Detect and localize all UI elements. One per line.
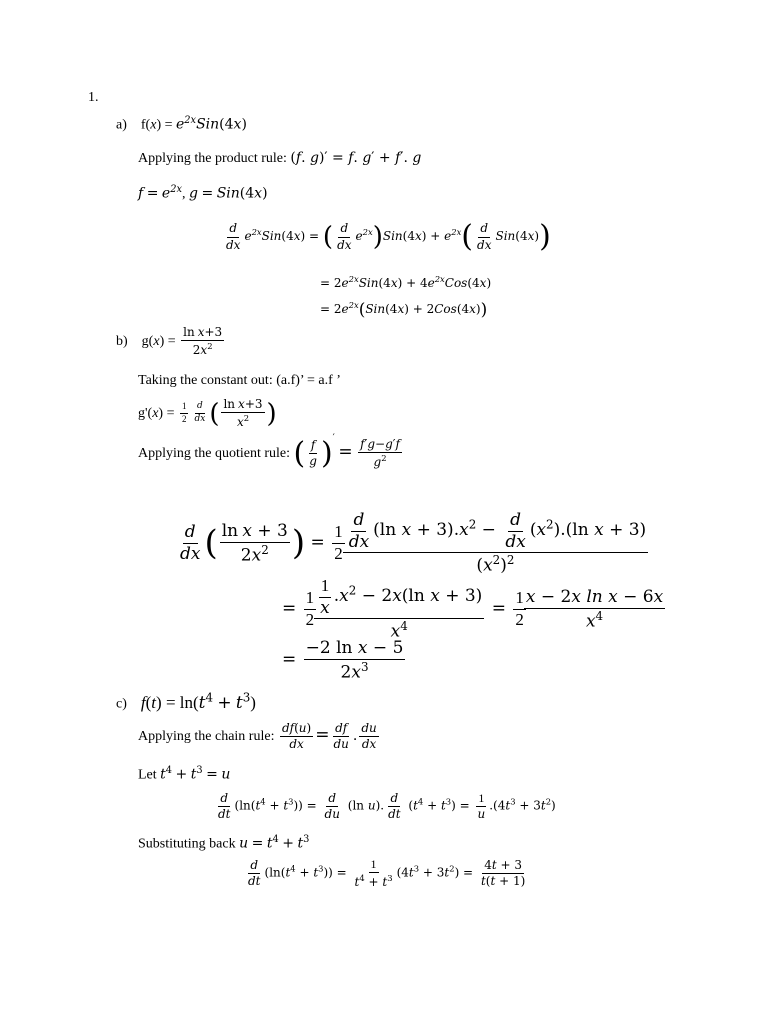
quotient-rule-text: Applying the quotient rule: ( $\frac{f}{g}$ )′ = $\frac{f'g-g'f}{g^2}$: [138, 433, 400, 471]
fg-assignment: $f = e^{2x}$, g = Sin(4x): [138, 184, 268, 202]
part-a-definition: a) $f(x) = e^{2x}Sin(4x)$: [116, 115, 247, 133]
product-rule-text: Applying the product rule: (f. g)′ = f. g′ + f′. g: [138, 150, 422, 166]
problem-number: 1.: [88, 90, 99, 105]
part-c-label: c): [116, 696, 127, 712]
part-c-chain-step: $\frac{d}{dt}$ $(\ln(t^4 + t^3))$ = $\frac{d}{du}$ (ln u). $\frac{d}{dt}$ $(t^4 + t^3)$ = $\frac{1}{u}$ $.(4t^3 + 3t^2)$: [218, 791, 556, 822]
part-b-label: b): [116, 333, 128, 349]
part-a-derivative-line: $\frac{d}{dx}$ $e^{2x}Sin(4x)$ = ( $\frac{d}{dx}$ $e^{2x})Sin(4x) + e^{2x}$( $\frac{d}{dx}$ Sin(4x)): [226, 219, 551, 254]
part-c-final-step: $\frac{d}{dt}$ $(\ln(t^4 + t^3))$ = $\frac{1}{t^4 + t^3}$ $(4t^3 + 3t^2)$ = $\frac{4t + 3}{t(t + 1)}$: [248, 857, 526, 890]
let-substitution: Let $t^4 + t^3 = u$: [138, 765, 231, 783]
part-c-definition: c) $f(t) = \ln(t^4 + t^3)$: [116, 690, 256, 713]
chain-rule-text: Applying the chain rule: $\frac{df(u)}{dx}$ = $\frac{df}{du}$ . $\frac{du}{dx}$: [138, 721, 377, 752]
substitute-back-text: Substituting back $u = t^4 + t^3$: [138, 834, 310, 852]
part-b-big-step2: = $\frac{1}{2}$ $\frac{1}{x}$ $.x^2 - 2x(\ln$ x + 3) $x^4$ = $\frac{1}{2}$ $\frac{\text{x − 2x ln x − 6x}}{x^4}$: [282, 576, 664, 643]
part-b-big-step1: $\frac{d}{dx}$ ( $\frac{\text{ln x + 3}}{2x^2}$ ) = $\frac{1}{2}$ $\frac{d}{dx}$ (ln $x + 3).x^2$ − $\frac{d}{dx}$ $(x^2).(\ln$ x + 3) $(x^2)^2$: [180, 510, 647, 577]
part-b-big-step3: = $\frac{\text{−2 ln x − 5}}{2x^3}$: [282, 638, 404, 683]
g-prime: g'(x) = $\frac{1}{2}$ $\frac{d}{dx}$ ( $\frac{\text{ln x+3}}{x^2}$ ): [138, 397, 277, 430]
part-a-label: a): [116, 117, 127, 133]
constant-rule-text: Taking the constant out: (a.f)’ = a.f ’: [138, 373, 341, 388]
part-b-definition: b) g(x) = $\frac{\text{ln x+3}}{2x^2}$: [116, 325, 223, 358]
part-a-step2: = $2e^{2x}Sin(4x) + 4e^{2x}Cos(4x)$: [320, 274, 492, 290]
part-a-step3: = $2e^{2x}(Sin(4x) + 2Cos(4x))$: [320, 299, 488, 320]
